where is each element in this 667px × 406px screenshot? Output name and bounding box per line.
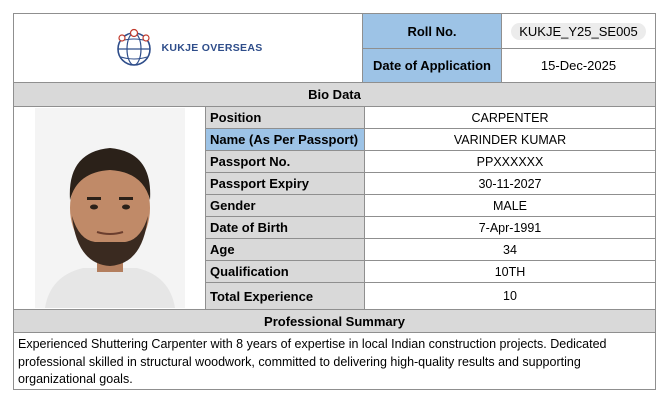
field-value-position: CARPENTER [364,106,656,129]
field-value-qualification: 10TH [364,260,656,283]
date-of-application-label: Date of Application [362,48,502,83]
date-of-application-value: 15-Dec-2025 [501,48,656,83]
globe-logo-icon [113,28,155,68]
company-name: KUKJE OVERSEAS [161,42,263,54]
field-label-gender: Gender [205,194,365,217]
field-label-qualification: Qualification [205,260,365,283]
field-label-age: Age [205,238,365,261]
field-value-passport-no: PPXXXXXX [364,150,656,173]
company-logo [113,28,262,68]
field-label-total-experience: Total Experience [205,282,365,310]
bio-data-title: Bio Data [13,82,656,107]
field-value-age: 34 [364,238,656,261]
field-label-passport-no: Passport No. [205,150,365,173]
photo-cell [13,106,206,310]
field-label-position: Position [205,106,365,129]
field-value-total-experience: 10 [364,282,656,310]
field-value-gender: MALE [364,194,656,217]
roll-no-value: KUKJE_Y25_SE005 [511,23,646,40]
bio-data-sheet [13,13,656,390]
roll-no-label: Roll No. [362,13,502,49]
professional-summary-text: Experienced Shuttering Carpenter with 8 years of expertise in local Indian construction projects. Dedicated professional skilled in structural woodwork, committed to delivering high-quality results and supporting organizational goals. [13,332,656,390]
roll-no-value-cell [501,13,656,49]
field-label-name: Name (As Per Passport) [205,128,365,151]
professional-summary-title: Professional Summary [13,309,656,333]
field-value-passport-expiry: 30-11-2027 [364,172,656,195]
field-label-date-of-birth: Date of Birth [205,216,365,239]
field-value-name: VARINDER KUMAR [364,128,656,151]
field-value-date-of-birth: 7-Apr-1991 [364,216,656,239]
logo-cell [13,13,363,83]
candidate-photo [35,108,185,308]
field-label-passport-expiry: Passport Expiry [205,172,365,195]
